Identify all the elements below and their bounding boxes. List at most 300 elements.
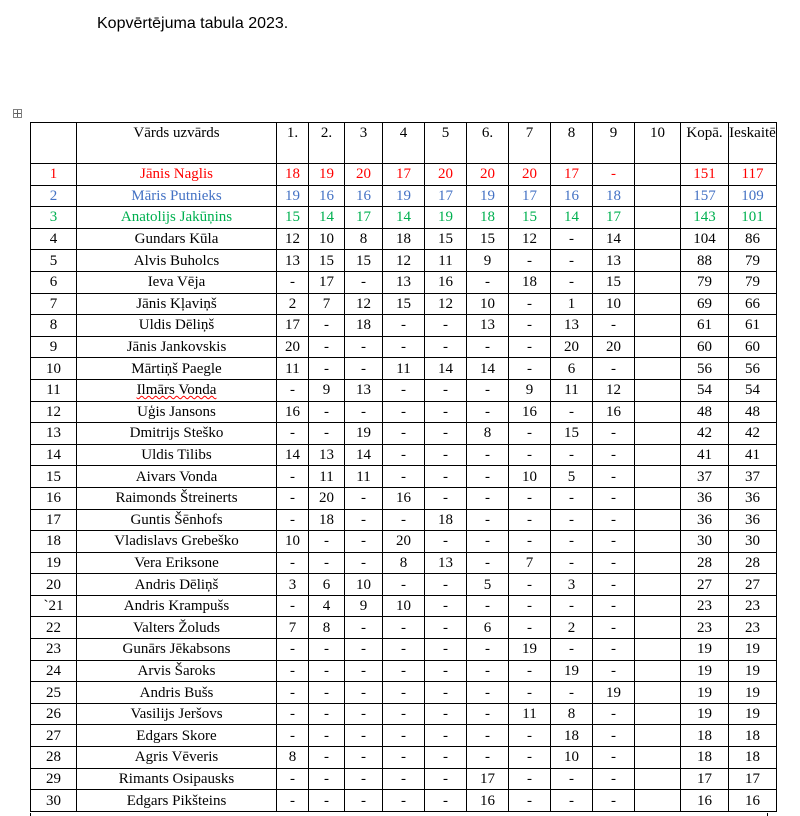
score-cell: - [551, 768, 593, 790]
table-row [31, 574, 777, 596]
score-cell: - [593, 466, 635, 488]
score-cell: 37 [729, 466, 777, 488]
score-cell: 18 [345, 315, 383, 337]
score-cell: - [467, 595, 509, 617]
score-cell: - [277, 660, 309, 682]
score-cell: 19 [345, 423, 383, 445]
score-cell: - [551, 639, 593, 661]
score-cell: - [509, 595, 551, 617]
score-cell: 4 [309, 595, 345, 617]
score-cell: 13 [425, 552, 467, 574]
score-cell: - [551, 682, 593, 704]
score-cell: 79 [681, 271, 729, 293]
rank-cell: 15 [31, 466, 77, 488]
table-body [31, 164, 777, 812]
score-cell: 14 [593, 228, 635, 250]
rank-cell: 6 [31, 271, 77, 293]
table-row [31, 401, 777, 423]
score-cell: 14 [345, 444, 383, 466]
score-cell: 36 [729, 487, 777, 509]
name-cell: Jānis Kļaviņš [77, 293, 277, 315]
score-cell: 54 [729, 379, 777, 401]
score-cell [635, 639, 681, 661]
score-cell: - [425, 379, 467, 401]
score-cell: 13 [551, 315, 593, 337]
table-row [31, 315, 777, 337]
score-cell: - [383, 401, 425, 423]
score-cell: - [509, 747, 551, 769]
score-cell: - [383, 660, 425, 682]
score-cell: - [383, 725, 425, 747]
score-cell: - [345, 401, 383, 423]
move-arrows-icon [14, 110, 21, 117]
score-cell [635, 423, 681, 445]
score-cell [635, 790, 681, 812]
rank-cell: 10 [31, 358, 77, 380]
score-cell: - [509, 444, 551, 466]
score-cell: - [345, 682, 383, 704]
score-cell: 79 [729, 271, 777, 293]
score-cell: 10 [383, 595, 425, 617]
score-cell: - [277, 682, 309, 704]
score-cell: 23 [729, 617, 777, 639]
score-cell: 17 [345, 207, 383, 229]
score-cell: 27 [729, 574, 777, 596]
score-cell: - [467, 487, 509, 509]
score-cell: - [309, 768, 345, 790]
score-cell: - [467, 703, 509, 725]
score-cell: - [277, 768, 309, 790]
score-cell: 15 [345, 250, 383, 272]
score-cell: - [383, 747, 425, 769]
score-cell: 10 [593, 293, 635, 315]
score-cell: 15 [509, 207, 551, 229]
score-cell: - [467, 271, 509, 293]
rank-cell: 4 [31, 228, 77, 250]
table-row [31, 379, 777, 401]
score-cell: - [551, 228, 593, 250]
score-cell: - [277, 790, 309, 812]
score-cell: - [383, 617, 425, 639]
table-row [31, 466, 777, 488]
rank-cell: 8 [31, 315, 77, 337]
score-cell: 10 [551, 747, 593, 769]
score-cell: - [345, 552, 383, 574]
score-cell: - [467, 747, 509, 769]
score-cell: - [467, 682, 509, 704]
score-cell: 18 [551, 725, 593, 747]
score-cell: - [509, 509, 551, 531]
score-cell: 18 [729, 747, 777, 769]
score-cell: - [383, 768, 425, 790]
score-cell: 15 [425, 228, 467, 250]
score-cell: 41 [729, 444, 777, 466]
name-cell: Dmitrijs Steško [77, 423, 277, 445]
score-cell: - [593, 531, 635, 553]
name-cell: Edgars Skore [77, 725, 277, 747]
score-cell: 12 [593, 379, 635, 401]
table-row [31, 617, 777, 639]
score-cell: 60 [681, 336, 729, 358]
score-cell: 15 [593, 271, 635, 293]
score-cell: - [425, 682, 467, 704]
table-row [31, 271, 777, 293]
score-cell: 18 [593, 185, 635, 207]
score-cell: - [277, 703, 309, 725]
score-cell: 101 [729, 207, 777, 229]
score-cell: - [383, 336, 425, 358]
score-cell [635, 444, 681, 466]
score-cell [635, 487, 681, 509]
score-cell: 48 [729, 401, 777, 423]
score-cell: 14 [309, 207, 345, 229]
table-row [31, 639, 777, 661]
rank-cell: 9 [31, 336, 77, 358]
score-cell: - [309, 747, 345, 769]
column-header: 1. [277, 123, 309, 164]
score-cell: 54 [681, 379, 729, 401]
rank-cell: 30 [31, 790, 77, 812]
score-cell: 16 [277, 401, 309, 423]
rank-cell: `21 [31, 595, 77, 617]
score-cell: 42 [681, 423, 729, 445]
score-cell: 9 [309, 379, 345, 401]
column-header: 4 [383, 123, 425, 164]
score-cell: 16 [509, 401, 551, 423]
score-cell: - [593, 595, 635, 617]
score-cell: - [593, 164, 635, 186]
score-cell: - [593, 315, 635, 337]
table-row [31, 336, 777, 358]
score-cell: - [345, 531, 383, 553]
score-cell: - [551, 552, 593, 574]
score-cell: - [277, 552, 309, 574]
score-cell: 14 [277, 444, 309, 466]
score-cell: - [309, 552, 345, 574]
score-cell: 56 [729, 358, 777, 380]
table-row [31, 444, 777, 466]
rank-cell: 18 [31, 531, 77, 553]
score-cell: - [345, 358, 383, 380]
score-cell: 16 [309, 185, 345, 207]
score-cell: - [551, 444, 593, 466]
score-cell: 10 [277, 531, 309, 553]
score-cell: - [309, 531, 345, 553]
score-cell: - [467, 639, 509, 661]
rank-cell: 26 [31, 703, 77, 725]
score-cell [635, 164, 681, 186]
column-header: 10 [635, 123, 681, 164]
rank-cell: 28 [31, 747, 77, 769]
score-cell: - [425, 660, 467, 682]
score-cell: 17 [309, 271, 345, 293]
score-cell: 20 [425, 164, 467, 186]
score-cell: - [425, 531, 467, 553]
score-cell: 5 [467, 574, 509, 596]
score-cell: - [509, 768, 551, 790]
name-cell: Andris Bušs [77, 682, 277, 704]
score-cell: - [383, 509, 425, 531]
score-cell: 117 [729, 164, 777, 186]
score-cell [635, 574, 681, 596]
score-cell: 19 [681, 682, 729, 704]
score-cell: - [425, 595, 467, 617]
score-cell: 8 [383, 552, 425, 574]
score-cell: - [425, 639, 467, 661]
score-cell: - [509, 358, 551, 380]
score-cell: - [425, 725, 467, 747]
score-cell: 28 [729, 552, 777, 574]
score-cell: 2 [277, 293, 309, 315]
score-cell: - [383, 423, 425, 445]
score-cell: - [309, 401, 345, 423]
rank-cell: 13 [31, 423, 77, 445]
score-cell: - [467, 660, 509, 682]
score-cell: - [309, 790, 345, 812]
score-cell: 17 [425, 185, 467, 207]
score-cell: 16 [551, 185, 593, 207]
column-header: 8 [551, 123, 593, 164]
score-cell: 6 [467, 617, 509, 639]
score-cell: 69 [681, 293, 729, 315]
score-cell: - [509, 617, 551, 639]
score-cell [635, 228, 681, 250]
score-cell: - [551, 531, 593, 553]
score-cell: - [345, 725, 383, 747]
score-cell: 61 [729, 315, 777, 337]
score-cell: - [593, 552, 635, 574]
rank-cell: 17 [31, 509, 77, 531]
score-cell: 11 [383, 358, 425, 380]
score-cell: - [509, 315, 551, 337]
score-cell: - [509, 725, 551, 747]
score-cell: 36 [681, 487, 729, 509]
score-cell: - [509, 660, 551, 682]
score-cell: - [345, 747, 383, 769]
score-cell: - [551, 790, 593, 812]
table-row [31, 703, 777, 725]
rank-cell: 16 [31, 487, 77, 509]
score-cell [635, 509, 681, 531]
score-cell [635, 271, 681, 293]
name-text: Ilmārs Vonda [136, 382, 217, 399]
score-cell [635, 531, 681, 553]
score-cell: - [593, 444, 635, 466]
score-cell: - [277, 509, 309, 531]
score-cell: 48 [681, 401, 729, 423]
score-cell: 16 [681, 790, 729, 812]
score-cell: - [509, 574, 551, 596]
score-cell: 18 [681, 747, 729, 769]
score-cell: 8 [345, 228, 383, 250]
score-cell: 30 [729, 531, 777, 553]
score-cell: 9 [467, 250, 509, 272]
score-cell: 7 [509, 552, 551, 574]
table-row [31, 682, 777, 704]
score-cell: 61 [681, 315, 729, 337]
table-row [31, 185, 777, 207]
table-row [31, 423, 777, 445]
table-row [31, 250, 777, 272]
score-cell: - [383, 682, 425, 704]
score-cell: - [277, 271, 309, 293]
score-cell: 12 [345, 293, 383, 315]
score-cell: 16 [383, 487, 425, 509]
name-cell: Gundars Kūla [77, 228, 277, 250]
score-cell: 79 [729, 250, 777, 272]
rank-cell: 3 [31, 207, 77, 229]
score-cell: 2 [551, 617, 593, 639]
score-cell: 19 [509, 639, 551, 661]
score-cell: - [593, 574, 635, 596]
score-cell: - [551, 487, 593, 509]
score-cell: - [277, 423, 309, 445]
name-cell: Valters Žoluds [77, 617, 277, 639]
score-cell: - [345, 703, 383, 725]
score-cell: 8 [277, 747, 309, 769]
score-cell [635, 682, 681, 704]
column-header: 2. [309, 123, 345, 164]
score-cell: - [593, 768, 635, 790]
table-row [31, 293, 777, 315]
score-cell [635, 595, 681, 617]
score-cell: 17 [509, 185, 551, 207]
score-cell: 7 [277, 617, 309, 639]
table-move-handle[interactable] [13, 109, 22, 118]
score-cell: 8 [551, 703, 593, 725]
score-cell: 11 [509, 703, 551, 725]
score-cell: 18 [509, 271, 551, 293]
rank-cell: 23 [31, 639, 77, 661]
score-cell: 86 [729, 228, 777, 250]
score-cell: 10 [309, 228, 345, 250]
score-cell: - [425, 401, 467, 423]
name-cell: Uldis Tilibs [77, 444, 277, 466]
rank-cell: 12 [31, 401, 77, 423]
score-cell: - [425, 315, 467, 337]
score-cell: 16 [425, 271, 467, 293]
rank-cell: 14 [31, 444, 77, 466]
score-cell: 151 [681, 164, 729, 186]
score-cell: - [509, 250, 551, 272]
score-cell: 13 [345, 379, 383, 401]
score-cell: 37 [681, 466, 729, 488]
score-cell: 20 [509, 164, 551, 186]
score-cell: 11 [309, 466, 345, 488]
score-cell: 157 [681, 185, 729, 207]
score-cell: 13 [383, 271, 425, 293]
score-cell: - [345, 768, 383, 790]
name-cell: Anatolijs Jakūņins [77, 207, 277, 229]
name-cell: Uldis Dēliņš [77, 315, 277, 337]
score-cell [635, 552, 681, 574]
column-header: 5 [425, 123, 467, 164]
score-cell [635, 660, 681, 682]
score-cell: 10 [345, 574, 383, 596]
score-cell: 16 [467, 790, 509, 812]
name-cell: Māris Putnieks [77, 185, 277, 207]
table-row [31, 747, 777, 769]
score-cell: - [551, 401, 593, 423]
name-cell: Jānis Jankovskis [77, 336, 277, 358]
score-cell: 13 [467, 315, 509, 337]
score-cell: - [551, 595, 593, 617]
score-cell: 11 [345, 466, 383, 488]
rank-cell: 20 [31, 574, 77, 596]
score-cell: 3 [551, 574, 593, 596]
score-cell: 18 [681, 725, 729, 747]
score-cell: 104 [681, 228, 729, 250]
score-cell: 6 [309, 574, 345, 596]
score-cell: - [467, 401, 509, 423]
score-cell: - [425, 336, 467, 358]
score-cell: - [425, 423, 467, 445]
score-cell: - [467, 509, 509, 531]
score-cell: 14 [551, 207, 593, 229]
score-cell: 9 [509, 379, 551, 401]
score-cell: 12 [277, 228, 309, 250]
score-cell: 15 [467, 228, 509, 250]
score-cell: 18 [277, 164, 309, 186]
score-cell [635, 207, 681, 229]
score-cell: - [593, 423, 635, 445]
score-cell: - [509, 293, 551, 315]
score-cell: - [277, 379, 309, 401]
table-row [31, 487, 777, 509]
score-cell: - [425, 574, 467, 596]
name-cell: Raimonds Štreinerts [77, 487, 277, 509]
rank-cell: 22 [31, 617, 77, 639]
score-cell: - [277, 487, 309, 509]
name-cell: Aivars Vonda [77, 466, 277, 488]
score-cell: 18 [729, 725, 777, 747]
score-cell: 23 [681, 617, 729, 639]
score-cell: 19 [277, 185, 309, 207]
score-cell: 20 [593, 336, 635, 358]
score-cell: 66 [729, 293, 777, 315]
score-cell: 18 [467, 207, 509, 229]
document-title: Kopvērtējuma tabula 2023. [97, 15, 289, 32]
score-cell: - [383, 315, 425, 337]
score-cell: 15 [309, 250, 345, 272]
rank-cell: 7 [31, 293, 77, 315]
score-cell: - [467, 466, 509, 488]
name-cell: Mārtiņš Paegle [77, 358, 277, 380]
score-cell: 16 [345, 185, 383, 207]
rank-cell: 5 [31, 250, 77, 272]
score-cell: 20 [277, 336, 309, 358]
header-row [31, 123, 777, 164]
score-cell: 8 [309, 617, 345, 639]
score-cell: - [309, 423, 345, 445]
score-cell: 1 [551, 293, 593, 315]
score-cell [635, 358, 681, 380]
score-cell: 19 [551, 660, 593, 682]
score-cell: 12 [383, 250, 425, 272]
score-cell: - [593, 487, 635, 509]
score-cell: - [425, 747, 467, 769]
score-cell: 7 [309, 293, 345, 315]
score-cell: - [509, 531, 551, 553]
name-cell: Andris Krampušs [77, 595, 277, 617]
score-cell: 12 [425, 293, 467, 315]
score-cell: - [593, 660, 635, 682]
score-cell: - [509, 336, 551, 358]
score-cell [635, 466, 681, 488]
table-row [31, 790, 777, 812]
score-cell: 42 [729, 423, 777, 445]
rank-cell: 27 [31, 725, 77, 747]
